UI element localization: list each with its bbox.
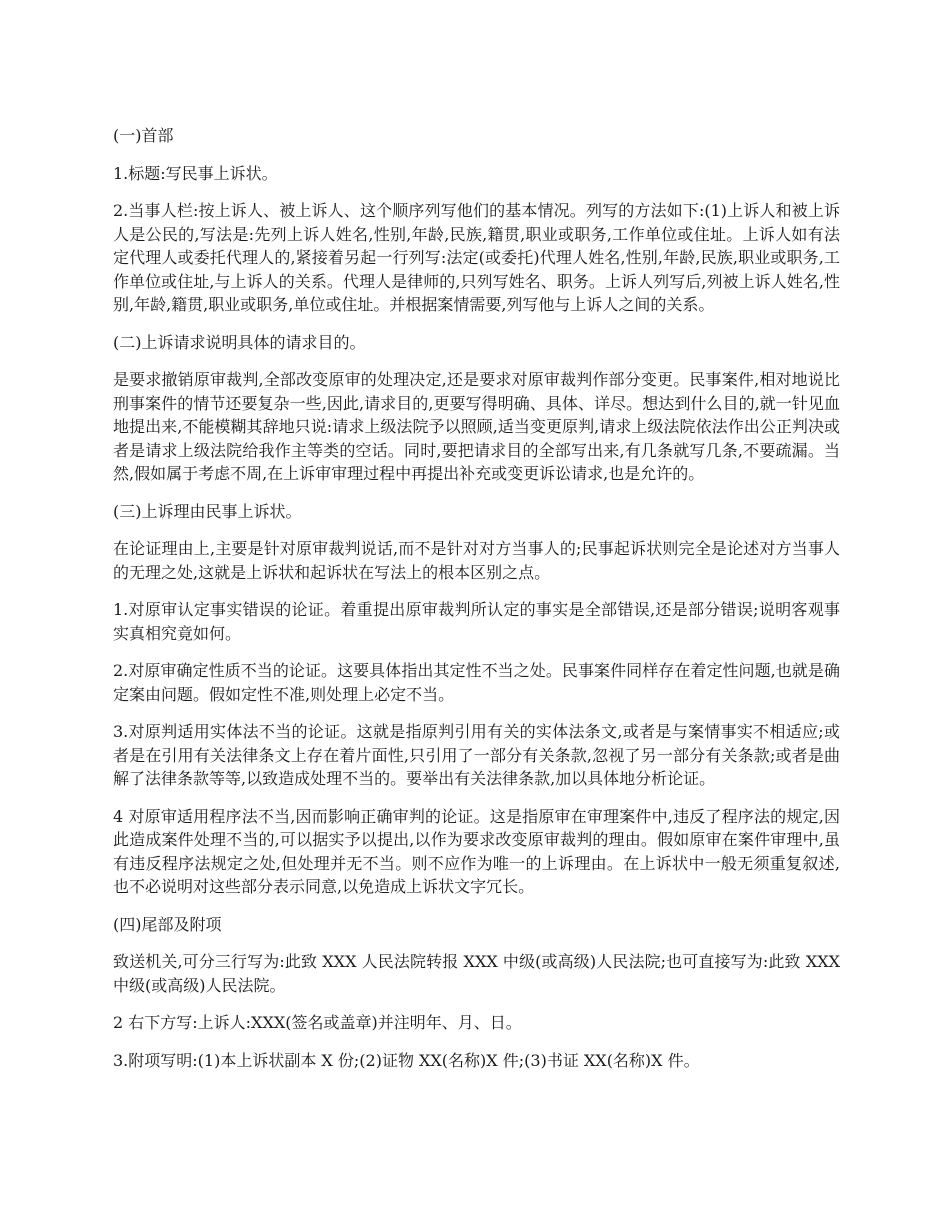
paragraph-reason-facts: 1.对原审认定事实错误的论证。着重提出原审裁判所认定的事实是全部错误,还是部分错误;说明客观事实真相究竟如何。 [113,600,840,643]
section-heading-appeal-request: (二)上诉请求说明具体的请求目的。 [113,332,366,352]
paragraph-reason-nature: 2.对原审确定性质不当的论证。这要具体指出其定性不当之处。民事案件同样存在着定性问题,也就是确定案由问题。假如定性不准,则处理上必定不当。 [113,661,840,704]
paragraph-recipient: 致送机关,可分三行写为:此致 XXX 人民法院转报 XXX 中级(或高级)人民法院;也可直接写为:此致 XXX 中级(或高级)人民法院。 [113,952,840,995]
paragraph-attachments: 3.附项写明:(1)本上诉状副本 X 份;(2)证物 XX(名称)X 件;(3)书证 XX(名称)X 件。 [113,1050,700,1070]
section-heading-appeal-reasons: (三)上诉理由民事上诉状。 [113,501,302,521]
paragraph-parties-rule: 2.当事人栏:按上诉人、被上诉人、这个顺序列写他们的基本情况。列写的方法如下:(1)上诉人和被上诉人是公民的,写法是:先列上诉人姓名,性别,年龄,民族,籍贯,职业或职务,工作单位或住址。上诉人如有法定代理人或委托代理人的,紧接着另起一行列写:法定(或委托)代理人姓名,性别,年龄,民族,职业或职务,工作单位或住址,与上诉人的关系。代理人是律师的,只列写姓名、职务。上诉人列写后,列被上诉人姓名,性别,年龄,籍贯,职业或职务,单位或住址。并根据案情需要,列写他与上诉人之间的关系。 [113,201,840,314]
paragraph-reason-substantive-law: 3.对原判适用实体法不当的论证。这就是指原判引用有关的实体法条文,或者是与案情事实不相适应;或者是在引用有关法律条文上存在着片面性,只引用了一部分有关条款,忽视了另一部分有关条款;或者是曲解了法律条款等等,以致造成处理不当的。要举出有关法律条款,加以具体地分析论证。 [113,722,840,788]
document-body [113,124,840,1086]
paragraph-appeal-request: 是要求撤销原审裁判,全部改变原审的处理决定,还是要求对原审裁判作部分变更。民事案件,相对地说比刑事案件的情节还要复杂一些,因此,请求目的,更要写得明确、具体、详尽。想达到什么目的,就一针见血地提出来,不能模糊其辞地只说:请求上级法院予以照顾,适当变更原判,请求上级法院依法作出公正判决或者是请求上级法院给我作主等类的空话。同时,要把请求目的全部写出来,有几条就写几条,不要疏漏。当然,假如属于考虑不周,在上诉审审理过程中再提出补充或变更诉讼请求,也是允许的。 [113,370,840,483]
paragraph-signature: 2 右下方写:上诉人:XXX(签名或盖章)并注明年、月、日。 [113,1013,522,1032]
section-heading-header: (一)首部 [113,126,174,145]
paragraph-title-rule: 1.标题:写民事上诉状。 [113,163,278,183]
section-heading-ending: (四)尾部及附项 [113,914,222,934]
paragraph-reason-procedural-law: 4 对原审适用程序法不当,因而影响正确审判的论证。这是指原审在审理案件中,违反了程序法的规定,因此造成案件处理不当的,可以据实予以提出,以作为要求改变原审裁判的理由。假如原审在案件审理中,虽有违反程序法规定之处,但处理并无不当。则不应作为唯一的上诉理由。在上诉状中一般无须重复叙述,也不必说明对这些部分表示同意,以免造成上诉状文字冗长。 [113,806,840,896]
paragraph-reasons-intro: 在论证理由上,主要是针对原审裁判说话,而不是针对对方当事人的;民事起诉状则完全是论述对方当事人的无理之处,这就是上诉状和起诉状在写法上的根本区别之点。 [113,539,840,582]
